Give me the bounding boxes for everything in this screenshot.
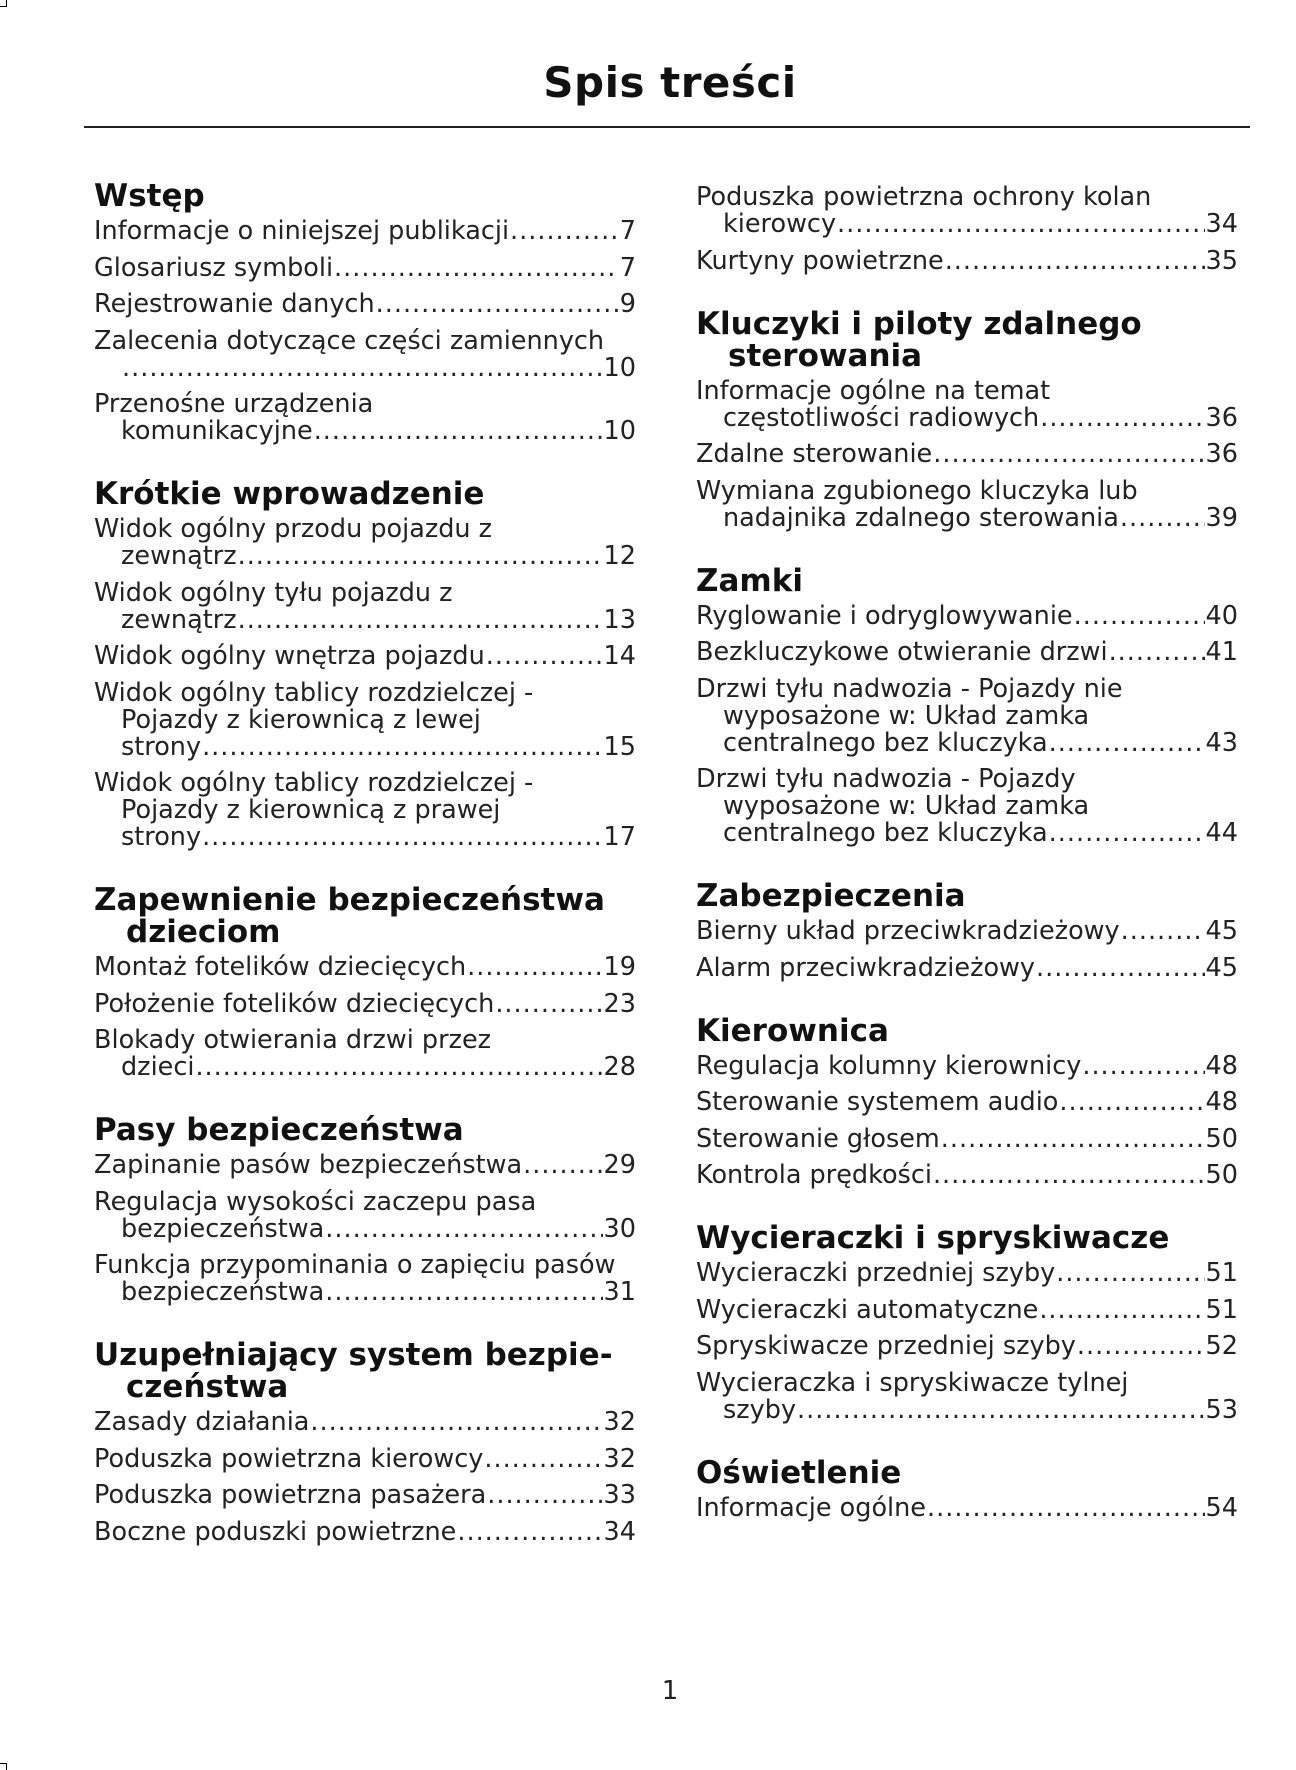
title-rule xyxy=(84,126,1250,128)
toc-section xyxy=(94,180,636,445)
toc-entry[interactable] xyxy=(94,577,636,635)
dot-leader xyxy=(238,607,603,634)
entry-title: częstotliwości radiowych xyxy=(723,402,1040,433)
entry-title-line: Funkcja przypominania o zapięciu pasów xyxy=(94,1250,616,1280)
toc-entry[interactable] xyxy=(696,952,1238,983)
entry-page-number: 51 xyxy=(1205,1294,1238,1325)
dot-leader xyxy=(1049,820,1205,847)
section-heading: Wstęp xyxy=(94,178,205,214)
entry-title: kierowcy xyxy=(723,209,837,239)
entry-title: strony xyxy=(121,731,202,762)
page-title: Spis treści xyxy=(543,58,797,107)
crop-mark-bottom xyxy=(0,1763,7,1770)
toc-entry[interactable] xyxy=(94,1482,636,1509)
entry-title: Wycieraczki przedniej szyby xyxy=(696,1258,1056,1288)
entry-title-line: Widok ogólny przodu pojazdu z xyxy=(94,514,493,544)
toc-entry[interactable] xyxy=(94,770,636,851)
toc-entry[interactable] xyxy=(696,918,1238,945)
entry-title-line: Widok ogólny tyłu pojazdu z xyxy=(94,577,453,608)
dot-leader xyxy=(510,218,619,245)
entry-title: Kontrola prędkości xyxy=(696,1160,932,1190)
entry-title-line: Przenośne urządzenia xyxy=(94,389,374,419)
dot-leader xyxy=(122,355,603,382)
toc-column-left xyxy=(94,180,636,1579)
dot-leader xyxy=(927,1495,1205,1522)
entry-title: Kurtyny powietrzne xyxy=(696,245,944,276)
entry-page-number: 35 xyxy=(1205,245,1238,276)
toc-section xyxy=(696,1222,1238,1424)
section-heading: Kierownica xyxy=(696,1012,889,1049)
toc-entry[interactable] xyxy=(94,1186,636,1244)
entry-title: bezpieczeństwa xyxy=(121,1213,325,1244)
toc-entry[interactable] xyxy=(94,643,636,670)
entry-title-line: Pojazdy z kierownicą z lewej xyxy=(121,704,481,735)
entry-title: dzieci xyxy=(121,1052,195,1082)
toc-section xyxy=(696,184,1238,275)
section-heading: Zabezpieczenia xyxy=(696,878,966,914)
toc-section xyxy=(94,1114,636,1306)
entry-page-number: 45 xyxy=(1205,952,1238,983)
dot-leader xyxy=(486,643,603,670)
entry-title: Sterowanie głosem xyxy=(696,1123,940,1154)
entry-title: Położenie fotelików dziecięcych xyxy=(94,988,495,1019)
dot-leader xyxy=(376,291,619,318)
entry-title: Zdalne sterowanie xyxy=(696,439,933,469)
dot-leader xyxy=(238,543,603,570)
toc-entry[interactable] xyxy=(696,766,1238,847)
toc-entry[interactable] xyxy=(94,954,636,981)
entry-title: Regulacja kolumny kierownicy xyxy=(696,1050,1082,1081)
page-number: 1 xyxy=(661,1676,679,1706)
toc-entry[interactable] xyxy=(94,391,636,445)
entry-page-number: 36 xyxy=(1205,439,1238,469)
dot-leader xyxy=(1049,730,1205,757)
entry-title-line: wyposażone w: Układ zamka xyxy=(723,791,1090,821)
entry-page-number: 28 xyxy=(603,1052,636,1082)
entry-page-number: 7 xyxy=(619,216,636,246)
entry-page-number: 7 xyxy=(619,252,636,283)
entry-page-number: 45 xyxy=(1205,916,1238,946)
section-heading: Oświetlenie xyxy=(696,1454,902,1491)
entry-page-number: 34 xyxy=(603,1516,636,1547)
toc-entry[interactable] xyxy=(696,1089,1238,1116)
dot-leader xyxy=(457,1519,602,1546)
dot-leader xyxy=(325,1279,602,1306)
toc-entry[interactable] xyxy=(696,475,1238,533)
entry-page-number: 41 xyxy=(1205,637,1238,667)
entry-page-number: 40 xyxy=(1205,600,1238,631)
toc-entry[interactable] xyxy=(94,988,636,1019)
toc-section xyxy=(94,884,636,1081)
dot-leader xyxy=(941,1126,1205,1153)
dot-leader xyxy=(1039,1297,1204,1324)
entry-page-number: 43 xyxy=(1205,727,1238,758)
entry-title: szyby xyxy=(723,1394,797,1425)
toc-column-right xyxy=(696,184,1238,1555)
entry-title: Zasady działania xyxy=(94,1407,310,1437)
entry-page-number: 23 xyxy=(603,988,636,1019)
entry-title-line: Wymiana zgubionego kluczyka lub xyxy=(696,475,1138,506)
section-heading: Wycieraczki i spryskiwacze xyxy=(696,1220,1170,1256)
toc-entry[interactable] xyxy=(94,1027,636,1081)
entry-title: Zapinanie pasów bezpieczeństwa xyxy=(94,1150,523,1180)
section-heading: Kluczyki i piloty zdalnego sterowania xyxy=(696,305,1142,374)
entry-title: Spryskiwacze przedniej szyby xyxy=(696,1331,1076,1361)
entry-title: centralnego bez kluczyka xyxy=(723,818,1048,848)
entry-title-line: Drzwi tyłu nadwozia - Pojazdy xyxy=(696,764,1076,794)
entry-page-number: 19 xyxy=(603,952,636,982)
entry-title: Alarm przeciwkradzieżowy xyxy=(696,952,1035,983)
entry-title: Informacje ogólne xyxy=(696,1492,926,1523)
entry-title-line: Wycieraczka i spryskiwacze tylnej xyxy=(696,1367,1129,1398)
entry-title: Poduszka powietrzna pasażera xyxy=(94,1480,487,1510)
entry-title: zewnątrz xyxy=(121,604,237,635)
entry-title-line: Blokady otwierania drzwi przez xyxy=(94,1025,492,1055)
entry-page-number: 33 xyxy=(603,1480,636,1510)
entry-title: bezpieczeństwa xyxy=(121,1277,325,1307)
toc-section xyxy=(94,1339,636,1546)
toc-section xyxy=(696,562,1238,848)
entry-title: strony xyxy=(121,822,202,852)
crop-mark-top xyxy=(0,0,7,7)
toc-entry[interactable] xyxy=(94,218,636,245)
entry-page-number: 44 xyxy=(1205,818,1238,848)
dot-leader xyxy=(945,248,1205,275)
entry-title: Poduszka powietrzna kierowcy xyxy=(94,1443,484,1474)
entry-title: Bierny układ przeciwkradzieżowy xyxy=(696,916,1120,946)
dot-leader xyxy=(1056,1260,1204,1287)
entry-page-number: 54 xyxy=(1205,1492,1238,1523)
entry-page-number: 53 xyxy=(1205,1394,1238,1425)
entry-title: Rejestrowanie danych xyxy=(94,289,375,319)
entry-title-line: Zalecenia dotyczące części zamiennych xyxy=(94,325,605,356)
dot-leader xyxy=(1059,1089,1204,1116)
dot-leader xyxy=(933,1162,1205,1189)
section-heading: Zamki xyxy=(696,562,803,599)
entry-title: centralnego bez kluczyka xyxy=(723,727,1048,758)
dot-leader xyxy=(467,954,602,981)
toc-entry[interactable] xyxy=(696,245,1238,276)
toc-entry[interactable] xyxy=(696,1294,1238,1325)
toc-entry[interactable] xyxy=(696,1123,1238,1154)
entry-page-number: 34 xyxy=(1205,209,1238,239)
entry-title: Widok ogólny wnętrza pojazdu xyxy=(94,641,485,671)
entry-title-line: Widok ogólny tablicy rozdzielczej - xyxy=(94,768,534,798)
toc-section xyxy=(94,478,636,851)
dot-leader xyxy=(314,418,603,445)
dot-leader xyxy=(325,1216,602,1243)
entry-page-number: 17 xyxy=(603,822,636,852)
toc-entry[interactable] xyxy=(696,1050,1238,1081)
entry-title: Bezkluczykowe otwieranie drzwi xyxy=(696,637,1108,667)
toc-entry[interactable] xyxy=(696,639,1238,666)
toc-entry[interactable] xyxy=(94,325,636,383)
entry-title-line: Poduszka powietrzna ochrony kolan xyxy=(696,182,1152,212)
toc-section xyxy=(696,1454,1238,1523)
toc-entry[interactable] xyxy=(94,1252,636,1306)
dot-leader xyxy=(1077,1333,1205,1360)
dot-leader xyxy=(1109,639,1205,666)
toc-section xyxy=(696,880,1238,982)
entry-page-number: 13 xyxy=(603,604,636,635)
entry-page-number: 50 xyxy=(1205,1123,1238,1154)
entry-title-line: Pojazdy z kierownicą z prawej xyxy=(121,795,501,825)
section-heading: Zapewnienie bezpieczeństwa dzieciom xyxy=(94,882,605,950)
dot-leader xyxy=(1120,505,1205,532)
entry-page-number: 14 xyxy=(603,641,636,671)
dot-leader xyxy=(202,824,602,851)
entry-page-number: 10 xyxy=(603,352,636,383)
dot-leader xyxy=(1036,955,1205,982)
toc-entry[interactable] xyxy=(696,184,1238,238)
toc-entry[interactable] xyxy=(696,1492,1238,1523)
entry-page-number: 39 xyxy=(1205,502,1238,533)
entry-page-number: 12 xyxy=(603,541,636,571)
dot-leader xyxy=(1074,603,1205,630)
entry-title-line: Regulacja wysokości zaczepu pasa xyxy=(94,1186,537,1217)
toc-entry[interactable] xyxy=(94,516,636,570)
toc-entry[interactable] xyxy=(696,673,1238,758)
dot-leader xyxy=(933,441,1204,468)
dot-leader xyxy=(1040,405,1204,432)
toc-entry[interactable] xyxy=(696,1260,1238,1287)
entry-page-number: 52 xyxy=(1205,1331,1238,1361)
dot-leader xyxy=(1082,1053,1204,1080)
entry-title: zewnątrz xyxy=(121,541,237,571)
section-heading: Krótkie wprowadzenie xyxy=(94,476,485,512)
toc-entry[interactable] xyxy=(696,1162,1238,1189)
entry-page-number: 51 xyxy=(1205,1258,1238,1288)
dot-leader xyxy=(523,1152,602,1179)
dot-leader xyxy=(797,1397,1205,1424)
dot-leader xyxy=(195,1054,602,1081)
toc-entry[interactable] xyxy=(94,291,636,318)
entry-title: Informacje o niniejszej publikacji xyxy=(94,216,510,246)
dot-leader xyxy=(837,211,1205,238)
section-heading: Pasy bezpieczeństwa xyxy=(94,1112,464,1148)
entry-title-line: Informacje ogólne na temat xyxy=(696,375,1051,406)
toc-entry[interactable] xyxy=(696,1333,1238,1360)
toc-entry[interactable] xyxy=(696,1367,1238,1425)
entry-title: Boczne poduszki powietrzne xyxy=(94,1516,457,1547)
toc-entry[interactable] xyxy=(94,1443,636,1474)
entry-page-number: 32 xyxy=(603,1407,636,1437)
dot-leader xyxy=(487,1482,602,1509)
toc-entry[interactable] xyxy=(94,1516,636,1547)
entry-page-number: 48 xyxy=(1205,1050,1238,1081)
entry-title-line: Widok ogólny tablicy rozdzielczej - xyxy=(94,677,534,708)
entry-title: Montaż fotelików dziecięcych xyxy=(94,952,467,982)
toc-entry[interactable] xyxy=(696,375,1238,433)
dot-leader xyxy=(495,991,602,1018)
entry-title: Ryglowanie i odryglowywanie xyxy=(696,600,1073,631)
toc-entry[interactable] xyxy=(696,600,1238,631)
dot-leader xyxy=(1121,918,1205,945)
entry-page-number: 9 xyxy=(619,289,636,319)
entry-page-number: 15 xyxy=(603,731,636,762)
entry-page-number: 30 xyxy=(603,1213,636,1244)
dot-leader xyxy=(202,734,602,761)
entry-page-number: 36 xyxy=(1205,402,1238,433)
dot-leader xyxy=(484,1446,602,1473)
entry-title: Wycieraczki automatyczne xyxy=(696,1294,1039,1325)
section-heading: Uzupełniający system bezpie- czeństwa xyxy=(94,1337,613,1405)
entry-title: Glosariusz symboli xyxy=(94,252,334,283)
entry-page-number: 29 xyxy=(603,1150,636,1180)
toc-entry[interactable] xyxy=(696,441,1238,468)
dot-leader xyxy=(310,1409,602,1436)
toc-entry[interactable] xyxy=(94,252,636,283)
dot-leader xyxy=(334,255,619,282)
toc-entry[interactable] xyxy=(94,1409,636,1436)
toc-entry[interactable] xyxy=(94,1152,636,1179)
entry-page-number: 48 xyxy=(1205,1087,1238,1117)
entry-title: Sterowanie systemem audio xyxy=(696,1087,1059,1117)
toc-section xyxy=(696,1012,1238,1190)
entry-page-number: 10 xyxy=(603,416,636,446)
entry-title-line: Drzwi tyłu nadwozia - Pojazdy nie xyxy=(696,673,1123,704)
toc-entry[interactable] xyxy=(94,677,636,762)
toc-section xyxy=(696,305,1238,533)
entry-page-number: 32 xyxy=(603,1443,636,1474)
entry-page-number: 50 xyxy=(1205,1160,1238,1190)
entry-page-number: 31 xyxy=(603,1277,636,1307)
entry-title: komunikacyjne xyxy=(121,416,313,446)
entry-title: nadajnika zdalnego sterowania xyxy=(723,502,1119,533)
entry-title-line: wyposażone w: Układ zamka xyxy=(723,700,1090,731)
